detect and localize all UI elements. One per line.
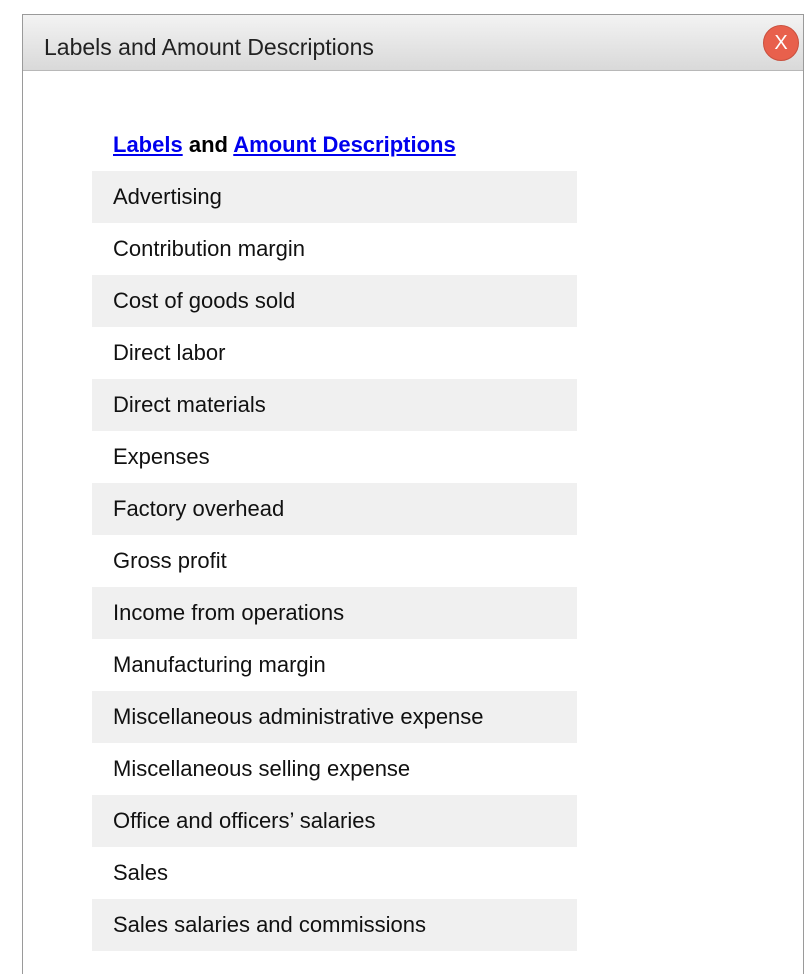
list-item: Sales salaries and commissions bbox=[92, 899, 577, 951]
list-item: Gross profit bbox=[113, 548, 227, 573]
list-item: Miscellaneous administrative expense bbox=[92, 691, 577, 743]
list-item: Miscellaneous selling expense bbox=[113, 756, 411, 781]
list-item: Factory overhead bbox=[92, 483, 577, 535]
amount-descriptions-link[interactable]: Amount Descriptions bbox=[233, 132, 456, 157]
list-heading bbox=[92, 125, 577, 165]
heading-connector: and bbox=[188, 132, 228, 157]
list-item: Direct materials bbox=[92, 379, 577, 431]
list-item: Sales bbox=[113, 860, 169, 885]
list-item: Manufacturing margin bbox=[113, 652, 326, 677]
labels-dialog bbox=[22, 14, 804, 974]
list-item: Expenses bbox=[113, 444, 210, 469]
list-item: Income from operations bbox=[92, 587, 577, 639]
list-item: Contribution margin bbox=[113, 236, 305, 261]
list-item: Direct labor bbox=[113, 340, 226, 365]
list-item: Advertising bbox=[92, 171, 577, 223]
dialog-content bbox=[92, 125, 577, 951]
list-item: Cost of goods sold bbox=[92, 275, 577, 327]
dialog-title: Labels and Amount Descriptions bbox=[44, 34, 374, 60]
label-list bbox=[92, 171, 577, 951]
dialog-titlebar bbox=[23, 15, 803, 71]
list-item: Office and officers’ salaries bbox=[92, 795, 577, 847]
labels-link[interactable]: Labels bbox=[113, 132, 183, 157]
close-button[interactable]: X bbox=[763, 25, 799, 61]
